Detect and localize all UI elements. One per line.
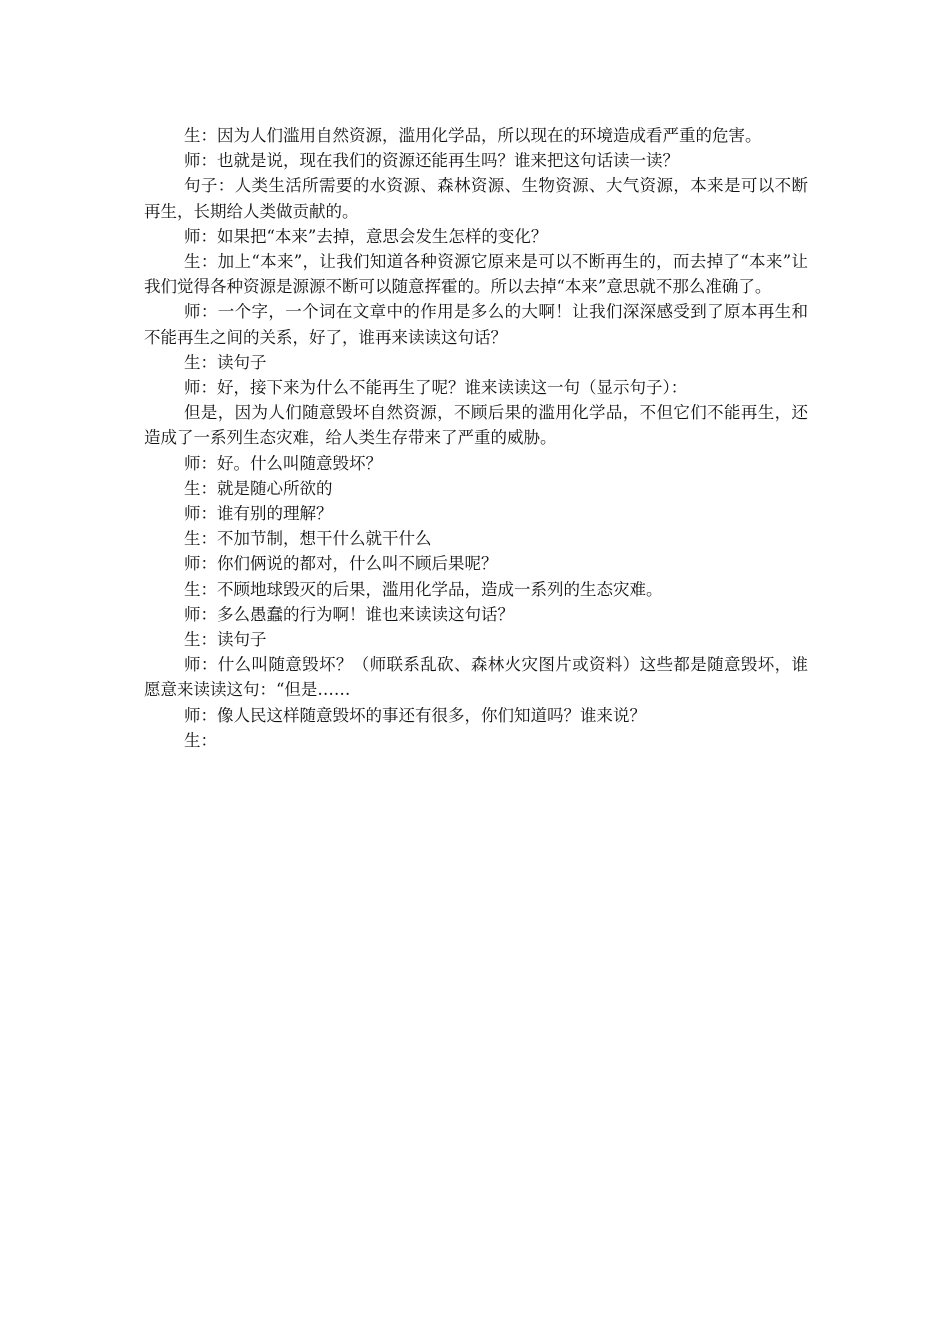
paragraph: 生：不顾地球毁灭的后果，滥用化学品，造成一系列的生态灾难。 [184, 579, 663, 599]
paragraph: 师：好，接下来为什么不能再生了呢？谁来读读这一句（显示句子）： [184, 378, 688, 398]
paragraph: 师：一个字，一个词在文章中的作用是多么的大啊！让我们深深感受到了原本再生和不能再生之间的关系，好了，谁再来读读这句话？ [144, 302, 808, 347]
paragraph: 师：也就是说，现在我们的资源还能再生吗？谁来把这句话读一读？ [184, 151, 679, 171]
document-body [144, 123, 808, 753]
paragraph: 师：你们俩说的都对，什么叫不顾后果呢？ [184, 554, 498, 574]
paragraph: 生：读句子 [184, 352, 267, 372]
paragraph: 生：不加节制，想干什么就干什么 [184, 529, 432, 549]
paragraph: 师：什么叫随意毁坏？（师联系乱砍、森林火灾图片或资料）这些都是随意毁坏，谁愿意来读读这句：“但是…… [144, 655, 808, 700]
paragraph: 师：如果把“本来”去掉，意思会发生怎样的变化？ [184, 226, 548, 246]
paragraph: 但是，因为人们随意毁坏自然资源，不顾后果的滥用化学品，不但它们不能再生，还造成了一系列生态灾难，给人类生存带来了严重的威胁。 [144, 403, 808, 448]
paragraph: 师：谁有别的理解？ [184, 504, 333, 524]
paragraph: 生：加上“本来”，让我们知道各种资源它原来是可以不断再生的，而去掉了“本来”让我们觉得各种资源是源源不断可以随意挥霍的。所以去掉“本来”意思就不那么准确了。 [144, 252, 808, 297]
paragraph: 生：读句子 [184, 630, 267, 650]
paragraph: 生：就是随心所欲的 [184, 478, 333, 498]
paragraph: 生：因为人们滥用自然资源，滥用化学品，所以现在的环境造成看严重的危害。 [184, 126, 762, 145]
paragraph: 师：像人民这样随意毁坏的事还有很多，你们知道吗？谁来说？ [184, 705, 646, 725]
paragraph: 句子：人类生活所需要的水资源、森林资源、生物资源、大气资源，本来是可以不断再生，长期给人类做贡献的。 [144, 176, 808, 221]
paragraph: 师：多么愚蠢的行为啊！谁也来读读这句话？ [184, 604, 514, 624]
paragraph: 生： [184, 730, 217, 750]
paragraph: 师：好。什么叫随意毁坏？ [184, 453, 382, 473]
